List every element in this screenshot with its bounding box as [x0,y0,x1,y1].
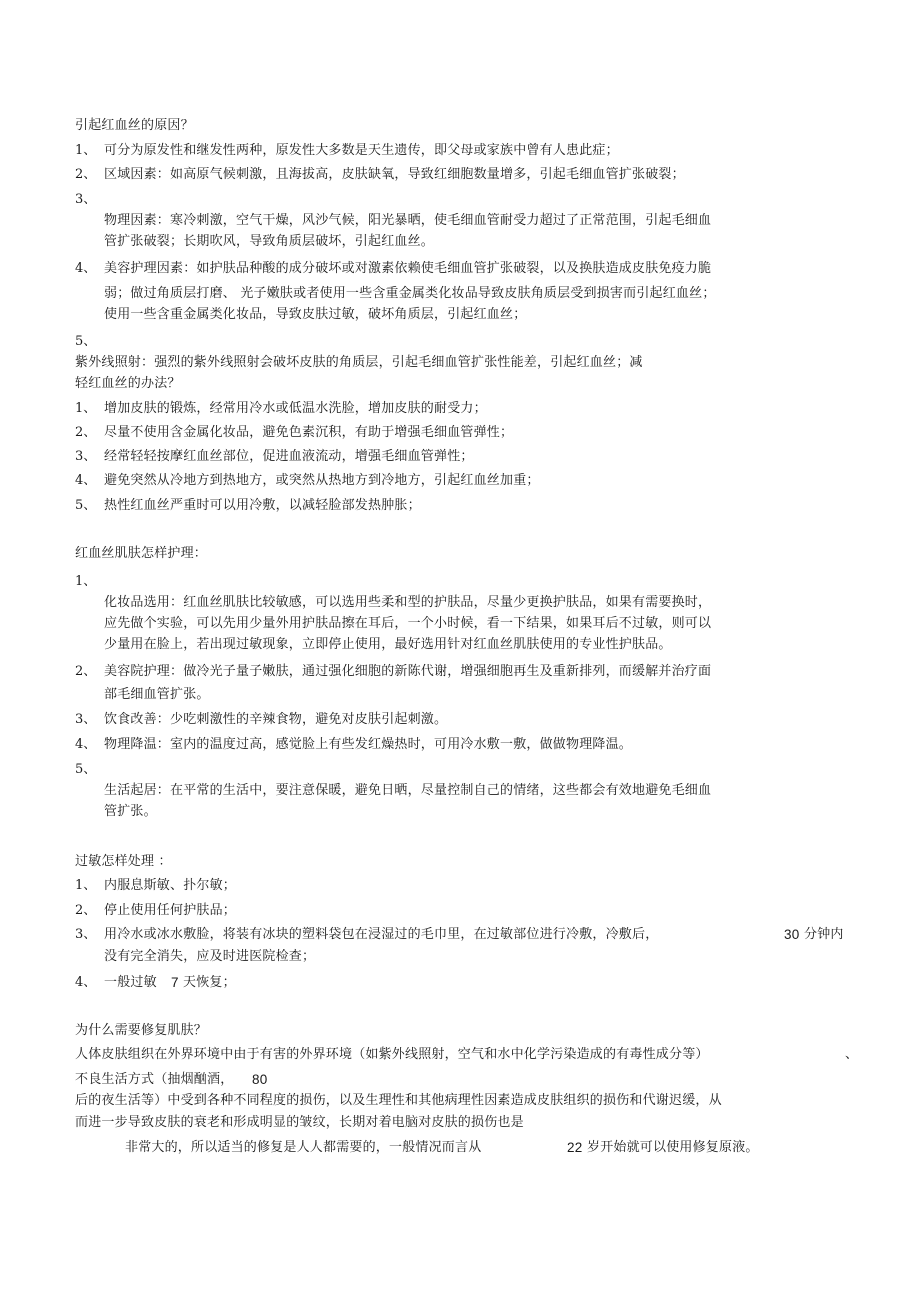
list-item-continued: 管扩张。 [104,804,157,819]
list-item: 可分为原发性和继发性两种，原发性大多数是天生遗传，即父母或家族中曾有人患此症； [104,143,619,158]
age-number: 80 [252,1072,268,1087]
list-item-continued: 没有完全消失，应及时进医院检查； [104,949,316,964]
list-item: 美容护理因素：如护肤品种酸的成分破坏或对激素依赖使毛细血管扩张破裂，以及换肤造成皮肤免疫力脆 [104,261,712,276]
list-number: 2、 [75,664,97,679]
list-item-continued: 应先做个实验，可以先用少量外用护肤品擦在耳后，一个小时候，看一下结果，如果耳后不过敏，则可以 [104,616,712,631]
list-item-continued: 少量用在脸上，若出现过敏现象，立即停止使用，最好选用针对红血丝肌肤使用的专业性护肤品。 [104,637,672,652]
list-item: 停止使用任何护肤品； [104,903,237,918]
age-number: 22 [567,1140,583,1155]
section-title-allergy: 过敏怎样处理 ： [75,854,172,869]
list-number: 1、 [75,574,97,589]
list-item: 尽量不使用含金属化妆品，避免色素沉积，有助于增强毛细血管弹性； [104,425,514,440]
section-title-repair: 为什么需要修复肌肤？ [75,1023,208,1038]
list-item: 化妆品选用：红血丝肌肤比较敏感，可以选用些柔和型的护肤品，尽量少更换护肤品，如果有需要换时， [104,595,712,610]
minutes-number: 30 [784,927,800,942]
list-item: 经常轻轻按摩红血丝部位，促进血液流动，增强毛细血管弹性； [104,449,474,464]
list-number: 1、 [75,878,97,893]
list-item: 用冷水或冰水敷脸，将装有冰块的塑料袋包在浸湿过的毛巾里，在过敏部位进行冷敷，冷敷后， [104,927,659,942]
list-number: 4、 [75,975,97,990]
list-number: 2、 [75,903,97,918]
list-number: 5、 [75,334,97,349]
list-item: 物理降温：室内的温度过高，感觉脸上有些发红燥热时，可用冷水敷一敷，做做物理降温。 [104,737,633,752]
days-number: 7 [171,975,179,990]
list-item: 热性红血丝严重时可以用冷敷，以减轻脸部发热肿胀； [104,498,421,513]
list-item: 美容院护理：做冷光子量子嫩肤，通过强化细胞的新陈代谢，增强细胞再生及重新排列，而缓解并治疗面 [104,664,712,679]
paragraph-line-end: 、 [845,1047,859,1062]
list-number: 3、 [75,449,97,464]
list-item-continued: 弱；做过角质层打磨、 光子嫩肤或者使用一些含重金属类化妆品导致皮肤角质层受到损害而引起红血丝； [104,286,716,301]
section-title-care: 红血丝肌肤怎样护理： [75,546,208,561]
paragraph-line: 后的夜生活等）中受到各种不同程度的损伤，以及生理性和其他病理性因素造成皮肤组织的损伤和代谢迟缓，从 [75,1093,722,1108]
list-item: 一般过敏 [104,975,157,990]
list-number: 4、 [75,261,97,276]
list-number: 5、 [75,762,97,777]
list-item: 区域因素：如高原气候刺激，且海拔高，皮肤缺氧，导致红细胞数量增多，引起毛细血管扩张破裂； [104,167,685,182]
list-item: 饮食改善：少吃刺激性的辛辣食物，避免对皮肤引起刺激。 [104,712,448,727]
list-item: 内服息斯敏、扑尔敏； [104,878,237,893]
paragraph-line: 不良生活方式（抽烟酗酒， [75,1072,234,1087]
list-number: 1、 [75,143,97,158]
list-number: 3、 [75,192,97,207]
section-title-causes: 引起红血丝的原因？ [75,118,194,133]
list-item: 避免突然从冷地方到热地方，或突然从热地方到冷地方，引起红血丝加重； [104,473,540,488]
list-item: 生活起居：在平常的生活中，要注意保暖，避免日晒，尽量控制自己的情绪，这些都会有效地避免毛细血 [104,783,712,798]
list-number: 2、 [75,167,97,182]
list-item: 增加皮肤的锻炼，经常用冷水或低温水洗脸，增加皮肤的耐受力； [104,401,487,416]
list-number: 3、 [75,927,97,942]
list-item-tail: 天恢复； [183,975,236,990]
paragraph-line: 人体皮肤组织在外界环境中由于有害的外界环境（如紫外线照射，空气和水中化学污染造成的有毒性成分等） [75,1047,709,1062]
paragraph-line: 而进一步导致皮肤的衰老和形成明显的皱纹，长期对着电脑对皮肤的损伤也是 [75,1115,524,1130]
list-item: 物理因素：寒冷刺激，空气干燥，风沙气候，阳光暴晒，使毛细血管耐受力超过了正常范围，引起毛细血 [104,213,712,228]
list-number: 4、 [75,473,97,488]
list-number: 2、 [75,425,97,440]
list-item-tail: 分钟内 [804,927,844,942]
list-item: 紫外线照射：强烈的紫外线照射会破坏皮肤的角质层，引起毛细血管扩张性能差，引起红血丝；减 [75,355,643,370]
section-title-remedies: 轻红血丝的办法？ [75,376,181,391]
list-number: 4、 [75,737,97,752]
list-item-continued: 使用一些含重金属类化妆品，导致皮肤过敏，破坏角质层，引起红血丝； [104,307,527,322]
list-number: 3、 [75,712,97,727]
list-item-continued: 管扩张破裂；长期吹风，导致角质层破坏，引起红血丝。 [104,234,435,249]
paragraph-line-tail: 岁开始就可以使用修复原液。 [587,1140,759,1155]
list-number: 5、 [75,498,97,513]
paragraph-line: 非常大的，所以适当的修复是人人都需要的，一般情况而言从 [125,1140,482,1155]
list-item-continued: 部毛细血管扩张。 [104,687,210,702]
list-number: 1、 [75,401,97,416]
